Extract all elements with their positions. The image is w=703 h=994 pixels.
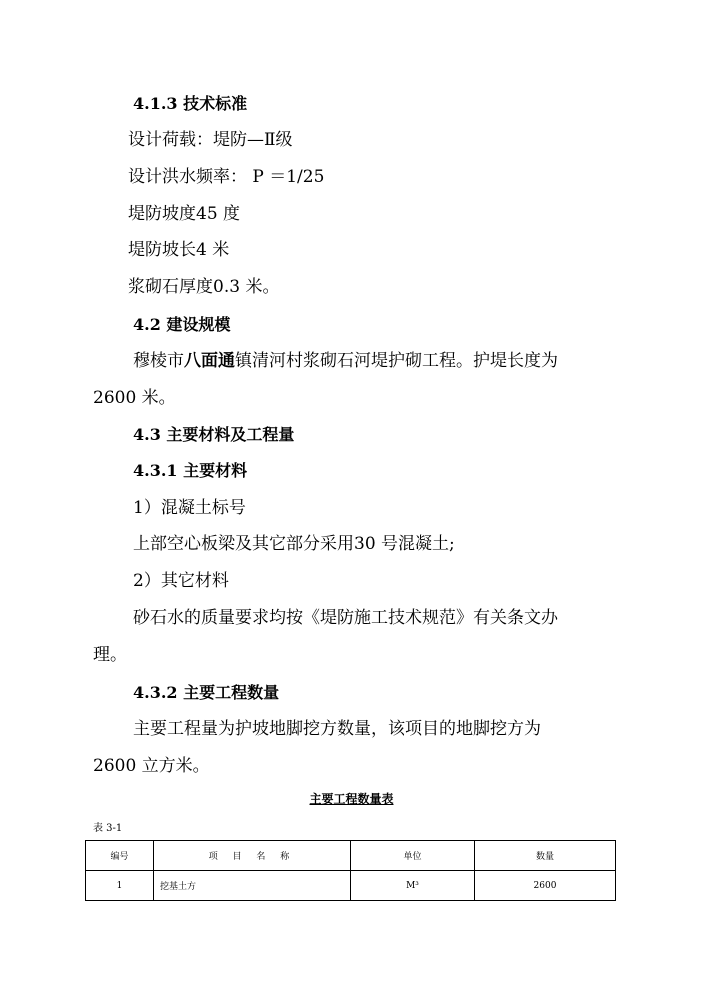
header-item-name: 项 目 名 称 xyxy=(154,841,351,871)
heading-4-2: 4.2 建设规模 xyxy=(133,315,231,334)
item-2-text: 砂石水的质量要求均按《堤防施工技术规范》有关条文办 xyxy=(133,608,558,628)
cell-number: 1 xyxy=(86,871,154,901)
flood-frequency: 设计洪水频率： P ＝1/25 xyxy=(128,167,325,187)
design-load: 设计荷载：堤防—Ⅱ级 xyxy=(128,130,293,150)
scale-text-town: 八面通 xyxy=(184,351,235,371)
header-unit: 单位 xyxy=(351,841,475,871)
table-title: 主要工程数量表 xyxy=(309,792,394,806)
slope-degree: 堤防坡度45 度 xyxy=(128,204,241,224)
scale-text-pre: 穆棱市 xyxy=(133,351,184,371)
header-number: 编号 xyxy=(86,841,154,871)
item-2-title: 2）其它材料 xyxy=(133,571,229,591)
scale-paragraph xyxy=(133,350,558,372)
heading-4-1-3: 4.1.3 技术标准 xyxy=(133,94,248,113)
table-number: 表 3-1 xyxy=(93,823,123,834)
quantity-table xyxy=(85,840,616,901)
quantity-text: 主要工程量为护坡地脚挖方数量，该项目的地脚挖方为 xyxy=(133,719,541,739)
heading-4-3: 4.3 主要材料及工程量 xyxy=(133,425,295,444)
table-header-row xyxy=(86,841,616,871)
table-row xyxy=(86,871,616,901)
heading-4-3-1: 4.3.1 主要材料 xyxy=(133,461,248,480)
cell-item-name: 挖基土方 xyxy=(154,871,351,901)
header-quantity: 数量 xyxy=(475,841,616,871)
slope-length: 堤防坡长4 米 xyxy=(128,240,230,260)
item-2-text-cont: 理。 xyxy=(93,645,127,665)
scale-text-post: 镇清河村浆砌石河堤护砌工程。护堤长度为 xyxy=(235,351,558,371)
item-1-text: 上部空心板梁及其它部分采用30 号混凝土; xyxy=(133,534,455,554)
heading-4-3-2: 4.3.2 主要工程数量 xyxy=(133,683,280,702)
cell-quantity: 2600 xyxy=(475,871,616,901)
item-1-title: 1）混凝土标号 xyxy=(133,498,246,518)
cell-unit: M³ xyxy=(351,871,475,901)
quantity-text-cont: 2600 立方米。 xyxy=(93,756,210,776)
masonry-thickness: 浆砌石厚度0.3 米。 xyxy=(128,277,280,297)
scale-paragraph-cont: 2600 米。 xyxy=(93,388,176,408)
